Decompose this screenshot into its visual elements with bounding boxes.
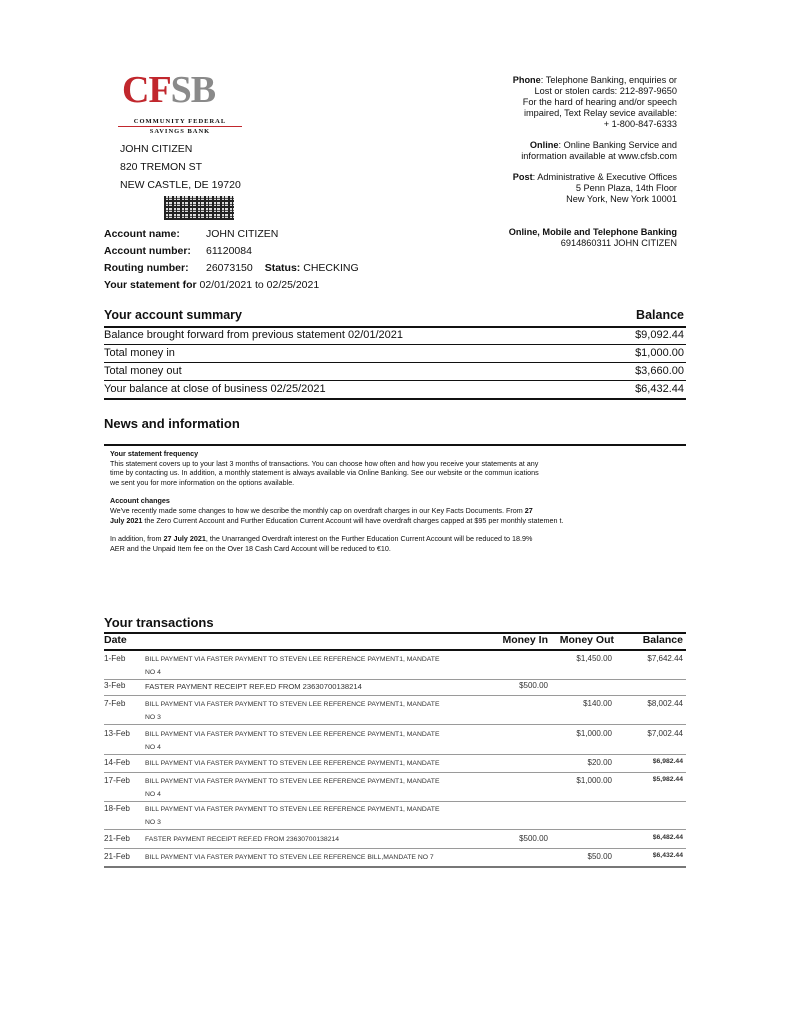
tx-description [145,654,475,679]
tx-desc-line: NO 3 [145,818,161,826]
table-row [104,776,686,802]
tx-desc-line: NO 4 [145,668,161,676]
logo-sb: SB [170,69,216,111]
contact-omt [509,227,677,249]
customer-street: 820 TREMON ST [120,161,203,173]
tx-description [145,729,475,754]
tx-description [145,758,475,771]
account-name: JOHN CITIZEN [206,228,279,240]
phone-line: impaired, Text Relay sevice available: [523,108,677,118]
tx-money-in: $500.00 [519,681,548,690]
phone-line: For the hard of hearing and/or speech [522,97,677,107]
customer-name: JOHN CITIZEN [120,143,193,155]
news-text-bold: 27 [524,505,533,515]
tx-money-in: $500.00 [519,834,548,843]
post-line: : Administrative & Executive Offices [532,172,677,182]
tx-date: 14-Feb [104,758,130,767]
tx-money-out: $50.00 [587,852,612,861]
news-line: time by contacting us. In addition, a monthly statement is always available via Online Banking. See our website or the commun ications [110,468,539,478]
tx-desc-line: NO 3 [145,713,161,721]
status-value: CHECKING [303,262,359,274]
account-number-label: Account number: [104,245,191,257]
news-text: In addition, from [110,534,164,544]
news-text: We've recently made some changes to how we describe the monthly cap on overdraft charges in our Key Facts Documents. From [110,505,525,515]
table-row [104,729,686,755]
summary-value: $9,092.44 [635,329,684,341]
news-line: This statement covers up to your last 3 months of transactions. You can choose how often and how you receive your statements at any [110,458,539,468]
online-line: information available at www.cfsb.com [521,151,677,161]
summary-balance-header: Balance [636,308,684,322]
phone-label: Phone [512,75,541,85]
summary-value: $6,432.44 [635,383,684,395]
tx-balance: $8,002.44 [647,699,683,708]
logo-divider [118,126,242,127]
tx-date: 17-Feb [104,776,130,785]
tx-date: 13-Feb [104,729,130,738]
table-row [104,834,686,849]
summary-row [104,345,686,363]
tx-description [145,699,475,724]
news-title: News and information [104,416,240,431]
tx-description [145,681,475,694]
news-divider [104,444,686,446]
summary-label: Total money out [104,365,182,377]
tx-desc-line: NO 4 [145,743,161,751]
tx-desc-line: BILL PAYMENT VIA FASTER PAYMENT TO STEVEN LEE REFERENCE PAYMENT1, MANDATE [145,701,440,708]
omt-label: Online, Mobile and Telephone Banking [508,227,677,237]
news-text: the Zero Current Account and Further Education Current Account will have overdraft charges capped at $95 per monthly statemen t. [142,515,564,525]
account-details [104,226,359,294]
logo-cf: CF [122,69,171,111]
tx-balance: $6,482.44 [652,834,683,841]
tx-desc-line: BILL PAYMENT VIA FASTER PAYMENT TO STEVEN LEE REFERENCE PAYMENT1, MANDATE [145,760,440,767]
tx-date: 21-Feb [104,852,130,861]
phone-line: Lost or stolen cards: 212-897-9650 [534,86,677,96]
tx-money-out: $1,000.00 [576,729,612,738]
news-line: we sent you for more information on the options available. [110,477,295,487]
table-row [104,654,686,680]
statement-period-label: Your statement for [104,279,197,291]
tx-money-out: $20.00 [587,758,612,767]
tx-description [145,834,475,847]
table-row [104,804,686,830]
tx-date: 7-Feb [104,699,126,708]
summary-label: Total money in [104,347,175,359]
statement-period: 02/01/2021 to 02/25/2021 [199,279,320,291]
tx-date: 18-Feb [104,804,130,813]
customer-city: NEW CASTLE, DE 19720 [120,179,241,191]
tx-balance: $6,432.44 [652,852,683,859]
header-money-out: Money Out [559,634,614,646]
phone-line: : Telephone Banking, enquiries or [540,75,677,85]
phone-line: + 1-800-847-6333 [603,119,677,129]
table-row [104,758,686,773]
tx-money-out: $1,450.00 [576,654,612,663]
changes-title: Account changes [110,496,170,506]
summary-label: Balance brought forward from previous statement 02/01/2021 [104,329,404,341]
barcode-image [164,196,234,220]
table-row [104,681,686,696]
routing-number-label: Routing number: [104,262,189,274]
table-row [104,852,686,868]
tx-desc-line: FASTER PAYMENT RECEIPT REF.ED FROM 23630700138214 [145,682,362,691]
summary-value: $3,660.00 [635,365,684,377]
summary-value: $1,000.00 [635,347,684,359]
tx-balance: $7,642.44 [647,654,683,663]
summary-row [104,363,686,381]
bank-logo [118,69,242,135]
tx-desc-line: BILL PAYMENT VIA FASTER PAYMENT TO STEVEN LEE REFERENCE PAYMENT1, MANDATE [145,731,440,738]
summary-header [104,308,686,328]
post-label: Post [512,172,533,182]
freq-title: Your statement frequency [110,449,199,458]
account-number: 61120084 [206,245,252,257]
tx-description [145,776,475,801]
post-line: 5 Penn Plaza, 14th Floor [575,183,677,193]
tx-date: 3-Feb [104,681,126,690]
tx-description [145,852,475,865]
tx-balance: $5,982.44 [652,776,683,783]
transactions-header [104,634,686,651]
tx-desc-line: BILL PAYMENT VIA FASTER PAYMENT TO STEVEN LEE REFERENCE PAYMENT1, MANDATE [145,656,440,663]
news-text: , the Unarranged Overdraft interest on the Further Education Current Account will be reduced to 18.9% [205,534,533,544]
table-row [104,699,686,725]
tx-date: 21-Feb [104,834,130,843]
contact-online [521,140,677,162]
summary-title: Your account summary [104,308,243,322]
news-text: AER and the Unpaid Item fee on the Over 18 Cash Card Account will be reduced to €10. [110,543,391,553]
news-text-bold: 27 July 2021 [163,534,206,544]
header-money-in: Money In [502,634,548,646]
header-balance: Balance [642,634,683,646]
tx-desc-line: BILL PAYMENT VIA FASTER PAYMENT TO STEVEN LEE REFERENCE PAYMENT1, MANDATE [145,806,440,813]
summary-label: Your balance at close of business 02/25/2021 [104,383,326,395]
logo-line2: SAVINGS BANK [149,128,211,135]
account-name-label: Account name: [104,228,180,240]
transactions-title: Your transactions [104,615,214,630]
header-date: Date [104,634,127,646]
contact-post [513,172,677,205]
tx-description [145,804,475,829]
tx-desc-line: NO 4 [145,790,161,798]
tx-balance: $6,982.44 [652,758,683,765]
tx-money-out: $1,000.00 [576,776,612,785]
customer-address [120,140,241,194]
routing-number: 26073150 [206,262,253,274]
status-label: Status: [264,262,301,274]
tx-date: 1-Feb [104,654,126,663]
online-label: Online [529,140,559,150]
post-line: New York, New York 10001 [566,194,677,204]
news-body [110,449,680,553]
tx-desc-line: BILL PAYMENT VIA FASTER PAYMENT TO STEVEN LEE REFERENCE BILL,MANDATE NO 7 [145,854,434,861]
online-line: : Online Banking Service and [558,140,677,150]
contact-phone [513,75,677,130]
summary-row [104,327,686,345]
omt-value: 6914860311 JOHN CITIZEN [560,238,677,248]
logo-line1: COMMUNITY FEDERAL [133,118,227,125]
tx-desc-line: BILL PAYMENT VIA FASTER PAYMENT TO STEVEN LEE REFERENCE PAYMENT1, MANDATE [145,778,440,785]
tx-money-out: $140.00 [583,699,612,708]
tx-balance: $7,002.44 [647,729,683,738]
summary-row [104,381,686,400]
tx-desc-line: FASTER PAYMENT RECEIPT REF.ED FROM 23630700138214 [145,836,340,843]
news-text-bold: July 2021 [110,515,143,525]
